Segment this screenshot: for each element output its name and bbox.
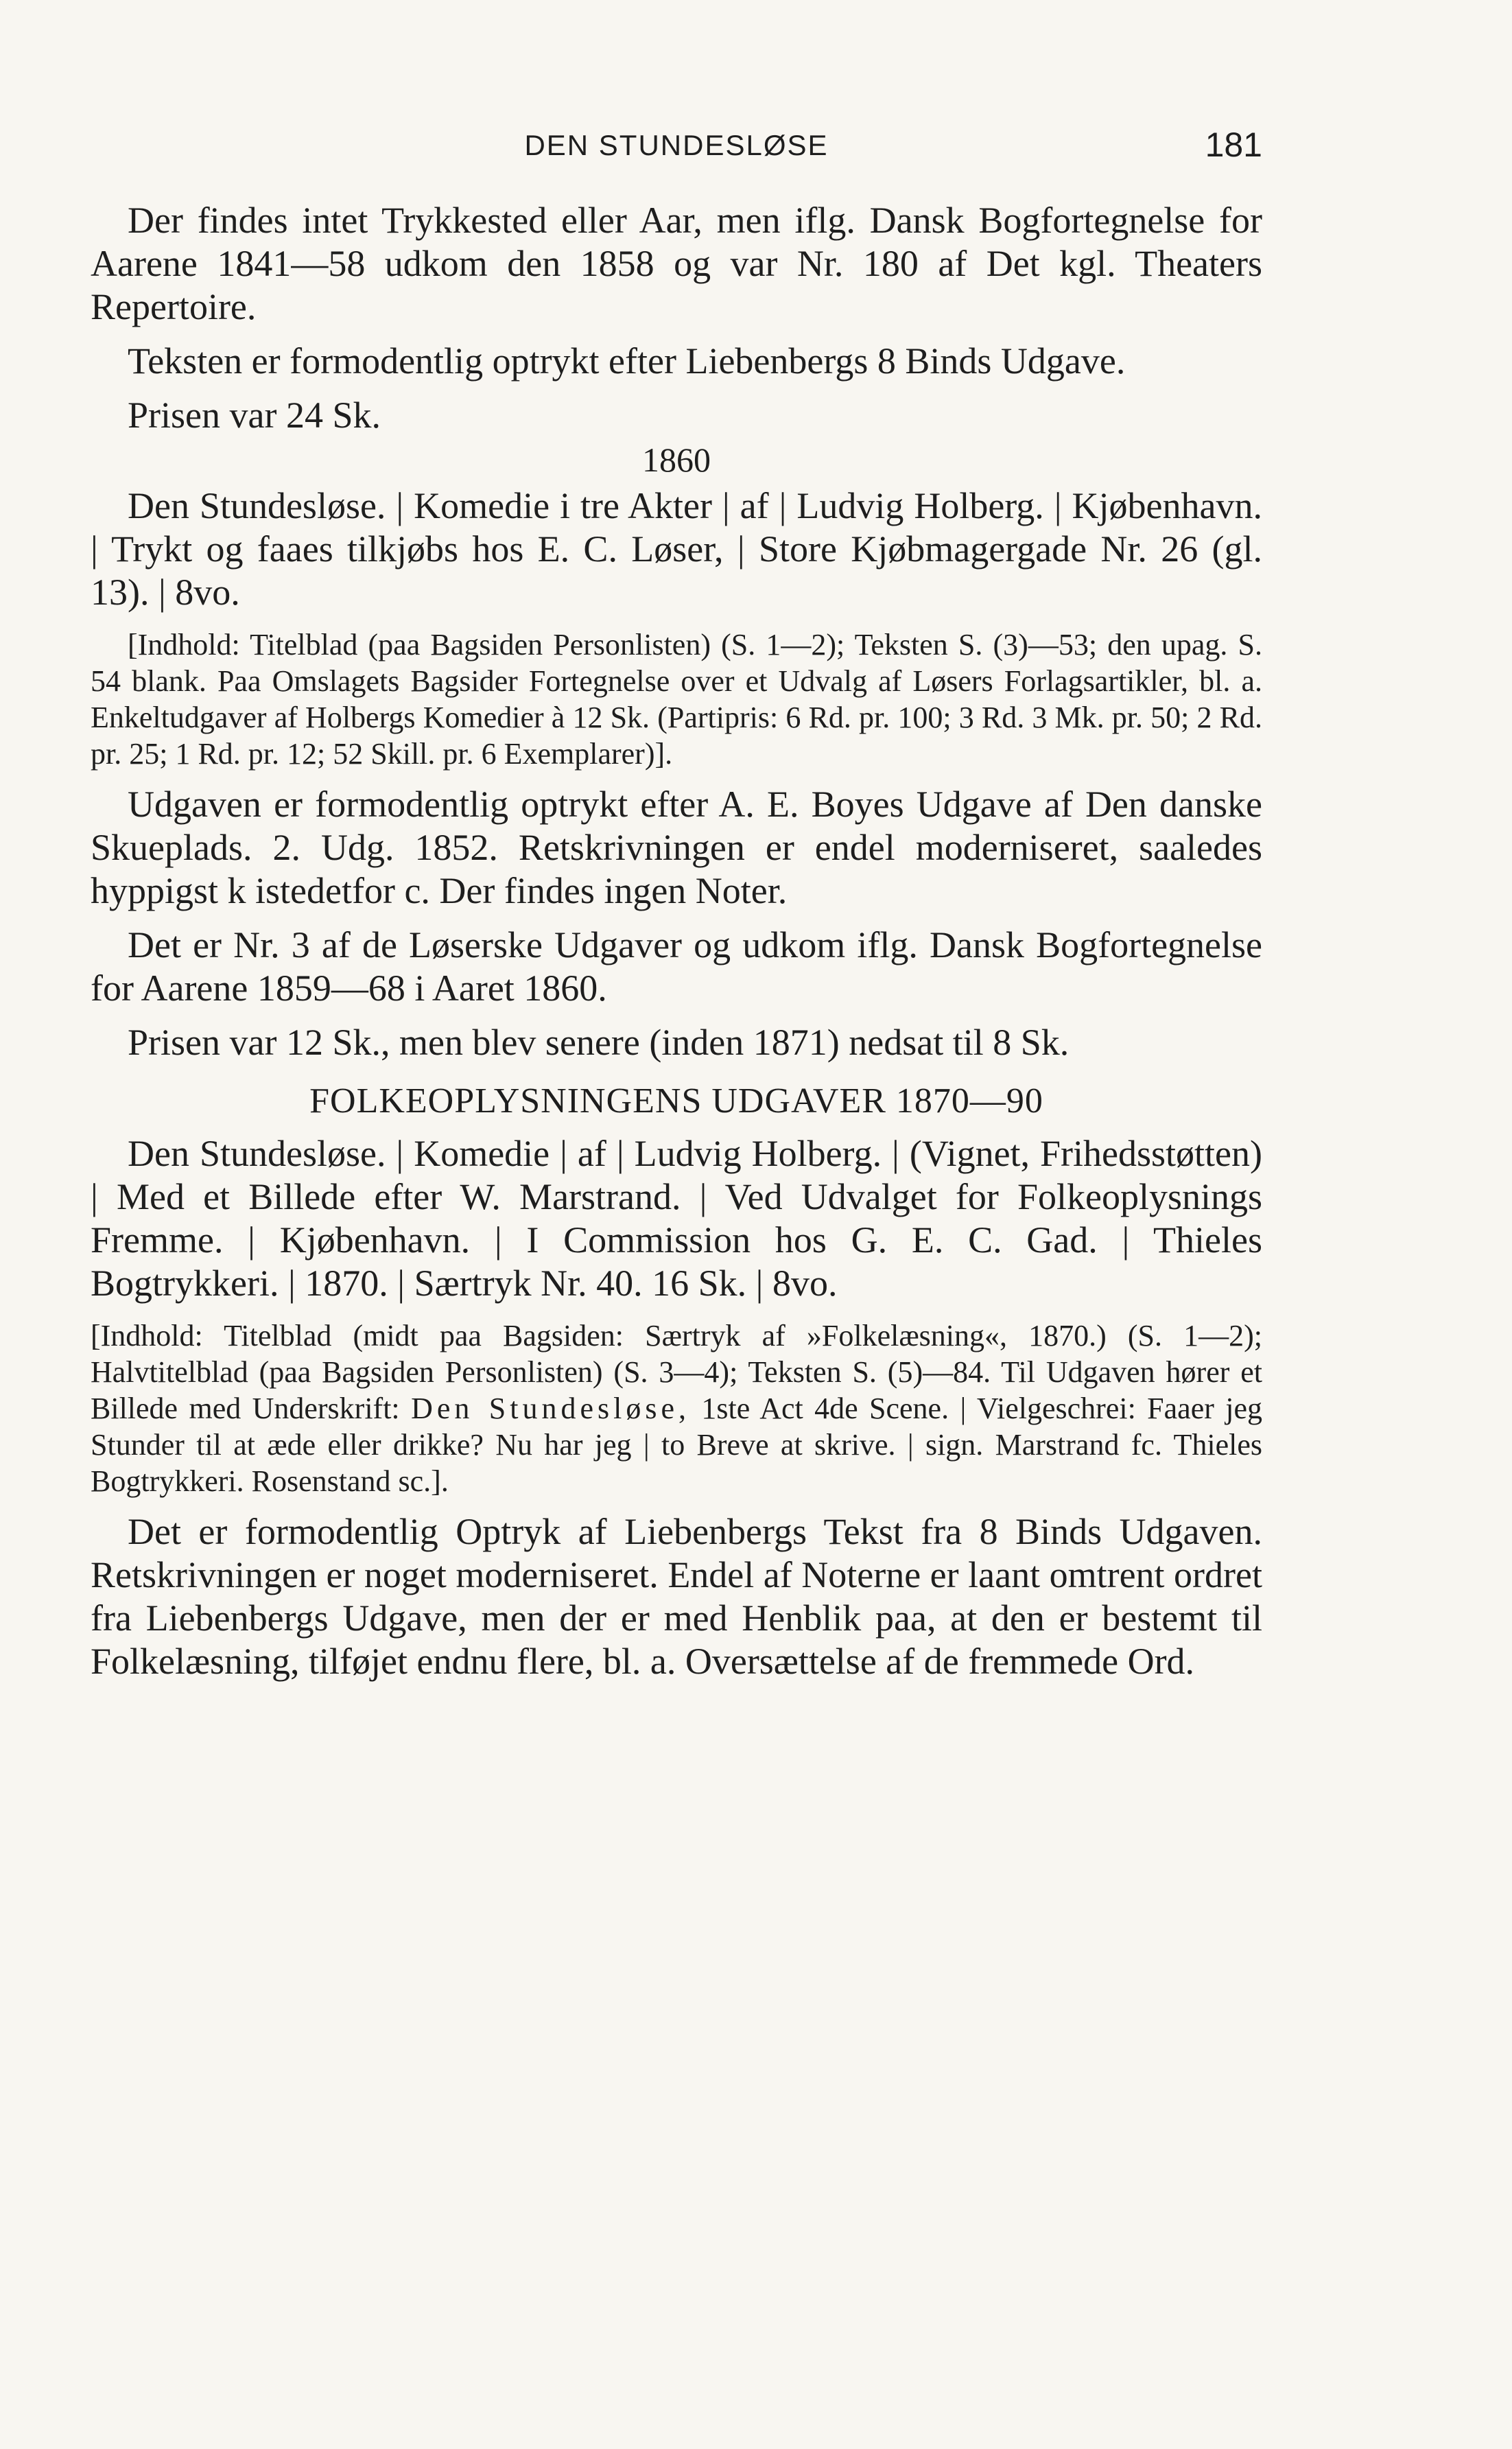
paragraph-trykkested: Der findes intet Trykkested eller Aar, men iflg. Dansk Bogfortegnelse for Aarene 1841—58 udkom den 1858 og var Nr. 180 af Det kgl. Theaters Repertoire. — [91, 200, 1262, 327]
paragraph-boyes-udgave: Udgaven er formodentlig optrykt efter A. E. Boyes Udgave af Den danske Skueplads. 2. Udg. 1852. Retskrivningen er endel moderniseret, saaledes hyppigst k istedetfor c. Der findes ingen Noter. — [91, 784, 1262, 911]
paragraph-prisen-24: Prisen var 24 Sk. — [128, 395, 381, 436]
paragraph-teksten: Teksten er formodentlig optrykt efter Liebenbergs 8 Binds Udgave. — [128, 340, 1126, 382]
bibliographic-entry-1870: Den Stundesløse. | Komedie | af | Ludvig Holberg. | (Vignet, Frihedsstøtten) | Med et Billede efter W. Marstrand. | Ved Udvalget for Folkeoplysnings Fremme. | Kjøbenhavn. | I Commission hos G. E. C. Gad. | Thieles Bogtrykkeri. | 1870. | Særtryk Nr. 40. 16 Sk. | 8vo. — [91, 1133, 1262, 1304]
contents-note-1870-part-a: [Indhold: Titelblad (midt paa Bagsiden: Særtryk af »Folkelæsning«, 1870.) (S. 1—2); Halvtitelblad (paa Bagsiden Personlisten) (S. 3—4); Teksten S. (5)—84. Til Udgaven hører et Billede med Underskrift: — [91, 1319, 1262, 1425]
paragraph-prisen-12: Prisen var 12 Sk., men blev senere (inden 1871) nedsat til 8 Sk. — [128, 1022, 1070, 1063]
paragraph-loserske-udgaver: Det er Nr. 3 af de Løserske Udgaver og udkom iflg. Dansk Bogfortegnelse for Aarene 1859—68 i Aaret 1860. — [91, 924, 1262, 1009]
year-heading-1860: 1860 — [642, 441, 711, 479]
paragraph-liebenbergs-tekst: Det er formodentlig Optryk af Liebenbergs Tekst fra 8 Binds Udgaven. Retskrivningen er noget moderniseret. Endel af Noterne er laant omtrent ordret fra Liebenbergs Udgave, men der er med Henblik paa, at den er bestemt til Folkelæsning, tilføjet endnu flere, bl. a. Oversættelse af de fremmede Ord. — [91, 1511, 1262, 1682]
contents-note-1870 — [91, 1317, 1262, 1499]
spaced-title: Den Stundesløse, — [411, 1392, 690, 1425]
bibliographic-entry-1860: Den Stundesløse. | Komedie i tre Akter | af | Ludvig Holberg. | Kjøbenhavn. | Trykt og faaes tilkjøbs hos E. C. Løser, | Store Kjøbmagergade Nr. 26 (gl. 13). | 8vo. — [91, 485, 1262, 613]
running-title: DEN STUNDESLØSE — [524, 129, 829, 161]
page-header — [91, 115, 1262, 170]
contents-note-1870-part-b: 1ste Act 4de Scene. | Vielgeschrei: Faaer jeg Stunder til at æde eller drikke? Nu har jeg | to Breve at skrive. | sign. Marstrand fc. Thieles Bogtrykkeri. Rosenstand sc.]. — [91, 1392, 1263, 1498]
section-heading: FOLKEOPLYSNINGENS UDGAVER 1870—90 — [309, 1081, 1043, 1121]
page-body — [91, 199, 1262, 1683]
page-number: 181 — [1205, 126, 1262, 164]
contents-note-1860: [Indhold: Titelblad (paa Bagsiden Personlisten) (S. 1—2); Teksten S. (3)—53; den upag. S. 54 blank. Paa Omslagets Bagsider Fortegnelse over et Udvalg af Løsers Forlagsartikler, bl. a. Enkeltudgaver af Holbergs Komedier à 12 Sk. (Partipris: 6 Rd. pr. 100; 3 Rd. 3 Mk. pr. 50; 2 Rd. pr. 25; 1 Rd. pr. 12; 52 Skill. pr. 6 Exemplarer)]. — [91, 628, 1262, 771]
